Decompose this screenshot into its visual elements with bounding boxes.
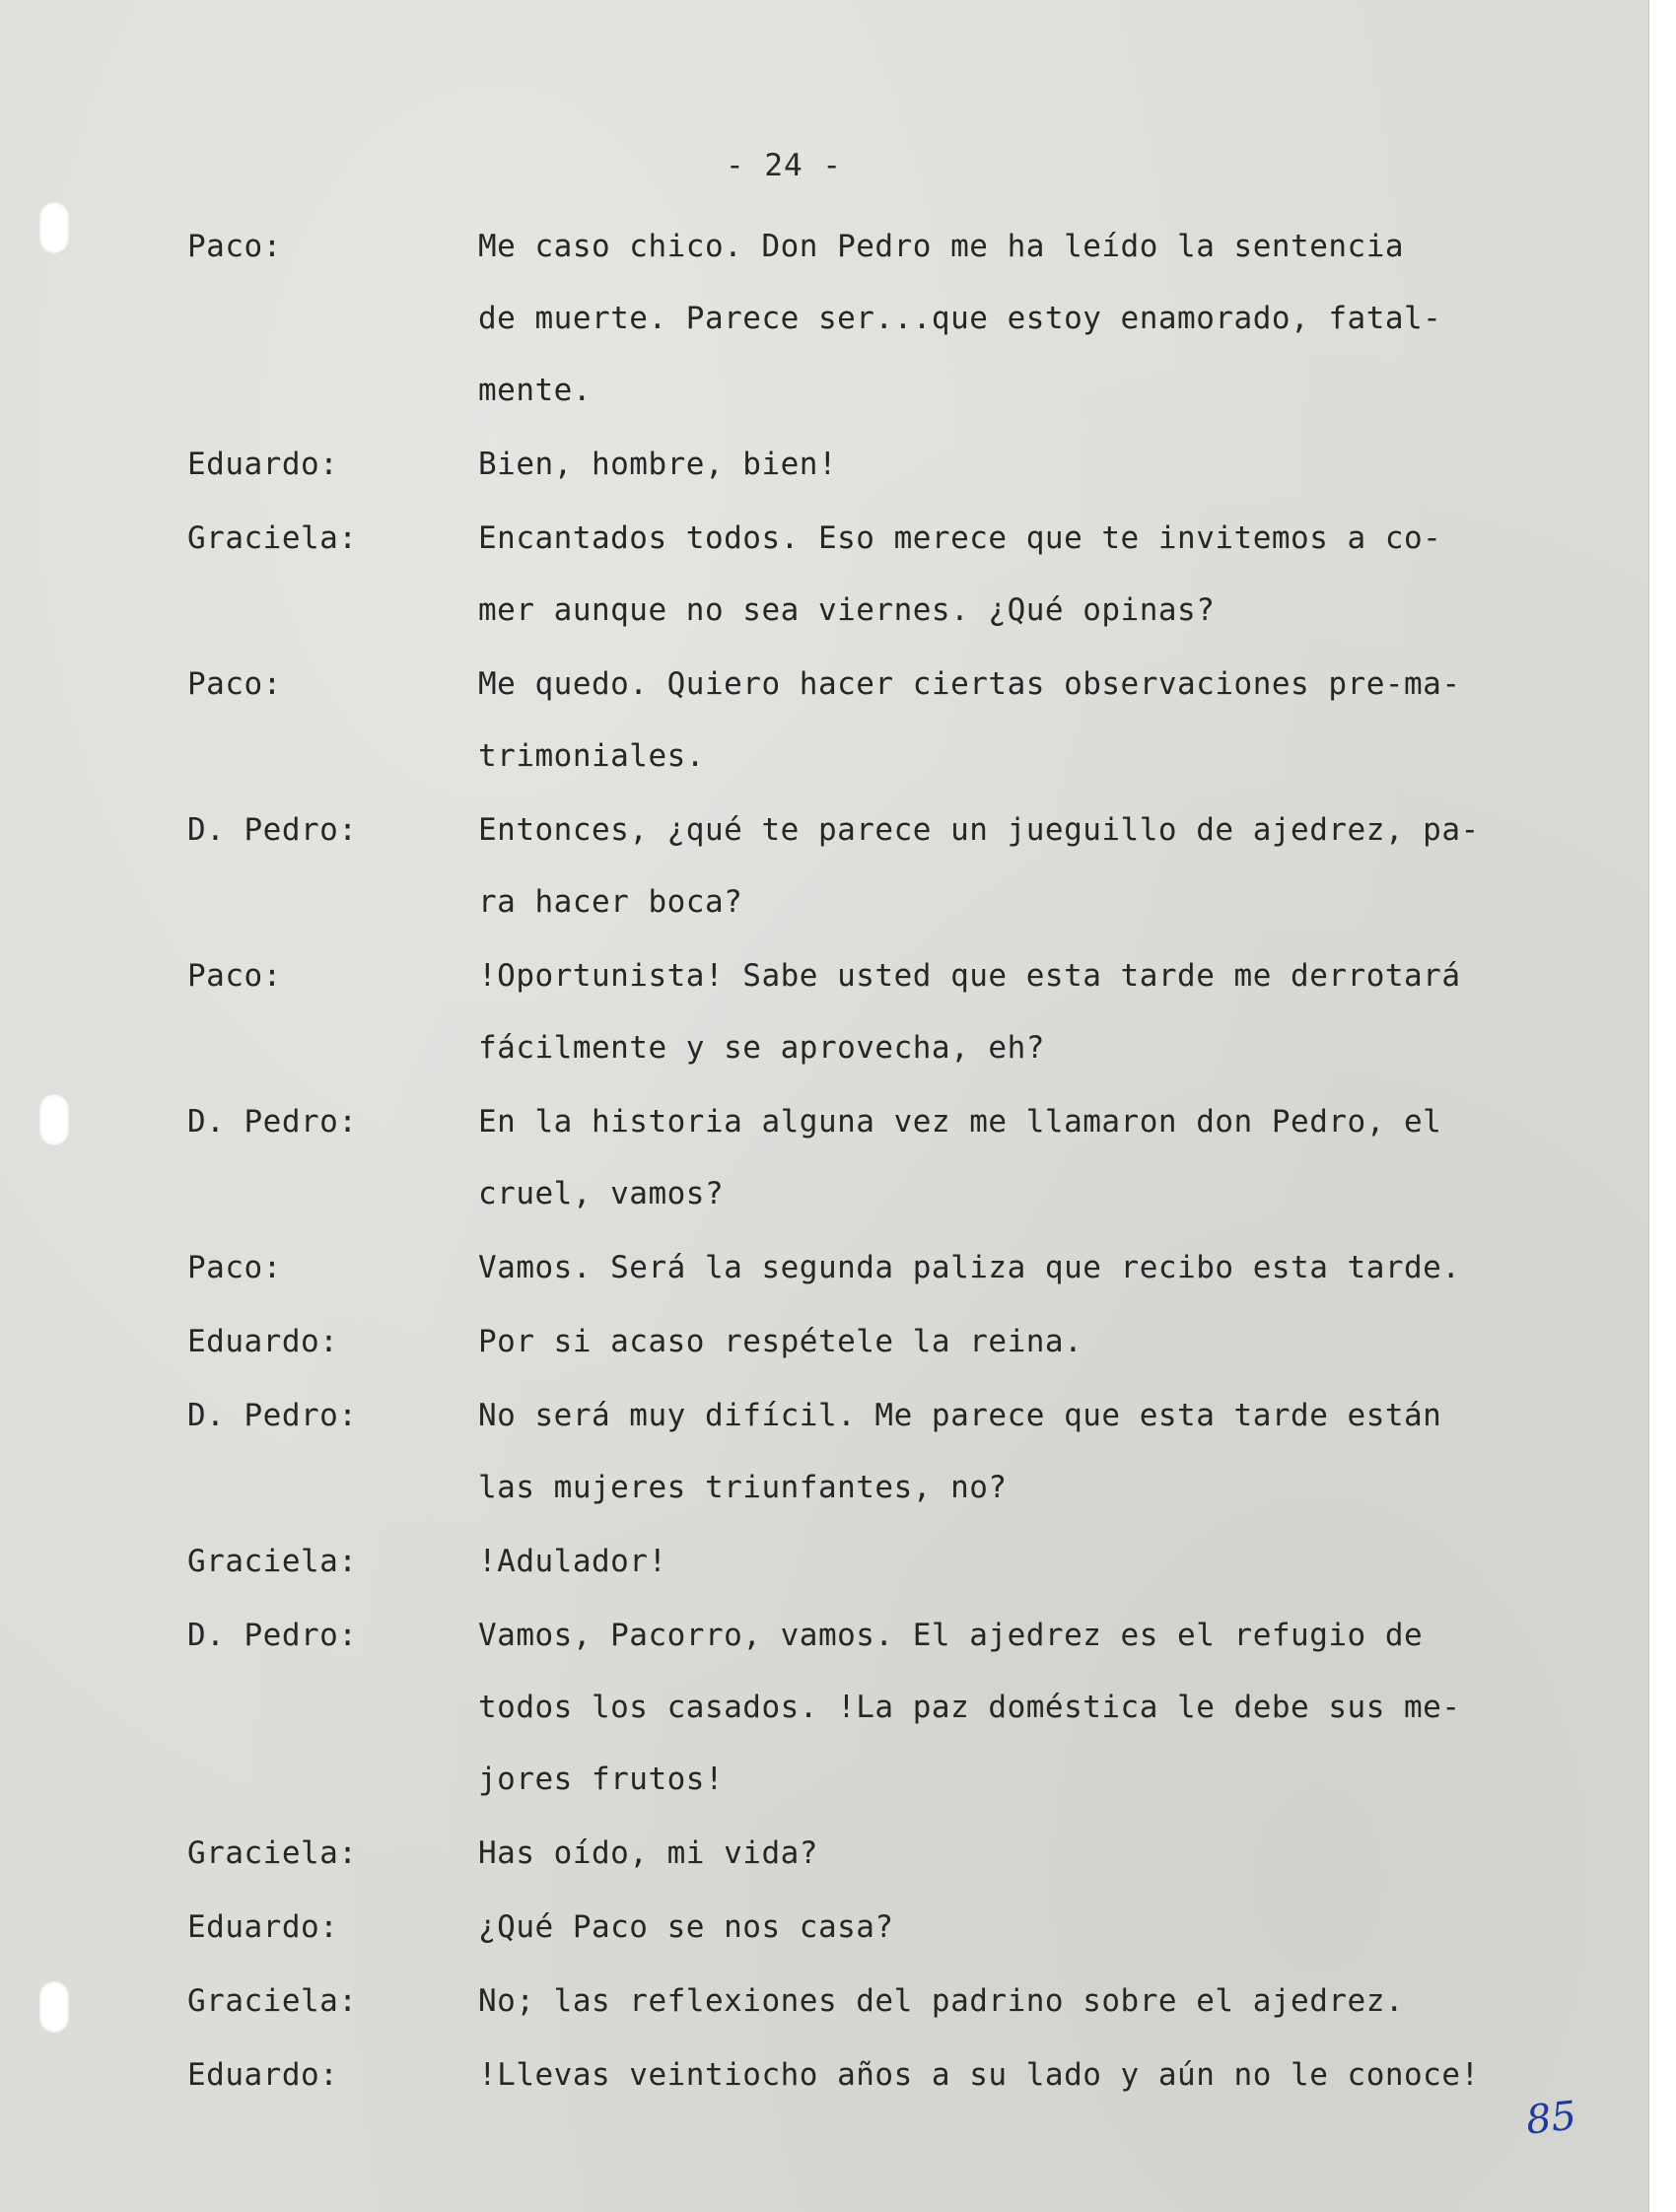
dialogue-entry xyxy=(187,1600,1548,1816)
speech-line: las mujeres triunfantes, no? xyxy=(478,1470,1008,1505)
speech-line: Me quedo. Quiero hacer ciertas observaciones pre-ma- xyxy=(478,666,1461,702)
dialogue-entry xyxy=(187,1232,1548,1304)
binder-hole xyxy=(39,202,69,253)
speech-text xyxy=(478,1600,1548,1816)
dialogue-entry xyxy=(187,940,1548,1084)
dialogue-entry xyxy=(187,1526,1548,1598)
speaker-name: Paco: xyxy=(187,958,282,994)
speech-line: fácilmente y se aprovecha, eh? xyxy=(478,1030,1045,1066)
speech-text xyxy=(478,503,1548,647)
speech-line: Por si acaso respétele la reina. xyxy=(478,1324,1083,1359)
dialogue-entry xyxy=(187,1892,1548,1964)
speech-text xyxy=(478,1086,1548,1230)
speech-line: Entonces, ¿qué te parece un jueguillo de ajedrez, pa- xyxy=(478,812,1480,848)
dialogue-entry xyxy=(187,211,1548,427)
speech-line: de muerte. Parece ser...que estoy enamorado, fatal- xyxy=(478,301,1442,336)
speech-text xyxy=(478,1380,1548,1524)
speech-text xyxy=(478,795,1548,938)
handwritten-folio-number: 85 xyxy=(1523,2093,1579,2144)
dialogue-entry xyxy=(187,429,1548,501)
speech-text xyxy=(478,1818,1548,1890)
dialogue-entry xyxy=(187,649,1548,793)
dialogue-entry xyxy=(187,2039,1548,2111)
speaker-name: D. Pedro: xyxy=(187,1618,358,1653)
speech-line: !Llevas veintiocho años a su lado y aún no le conoce! xyxy=(478,2057,1480,2093)
speech-line: Vamos, Pacorro, vamos. El ajedrez es el refugio de xyxy=(478,1618,1424,1653)
speaker-name: Graciela: xyxy=(187,1544,358,1579)
binder-hole xyxy=(39,1981,69,2033)
speech-line: Bien, hombre, bien! xyxy=(478,447,838,482)
dialogue-entry xyxy=(187,1306,1548,1378)
speaker-name: Eduardo: xyxy=(187,2057,339,2093)
speech-line: ¿Qué Paco se nos casa? xyxy=(478,1909,894,1945)
speaker-name: D. Pedro: xyxy=(187,1398,358,1433)
speech-line: !Oportunista! Sabe usted que esta tarde me derrotará xyxy=(478,958,1461,994)
dialogue-entry xyxy=(187,1380,1548,1524)
speech-line: No; las reflexiones del padrino sobre el ajedrez. xyxy=(478,1983,1405,2019)
speaker-name: Eduardo: xyxy=(187,1324,339,1359)
speaker-name: Graciela: xyxy=(187,520,358,556)
speech-text xyxy=(478,1306,1548,1378)
speech-text xyxy=(478,940,1548,1084)
speech-line: ra hacer boca? xyxy=(478,884,743,920)
speech-text xyxy=(478,211,1548,427)
speech-line: Me caso chico. Don Pedro me ha leído la sentencia xyxy=(478,229,1405,264)
speaker-name: D. Pedro: xyxy=(187,812,358,848)
speech-line: todos los casados. !La paz doméstica le debe sus me- xyxy=(478,1690,1461,1725)
dialogue-entry xyxy=(187,795,1548,938)
speaker-name: Graciela: xyxy=(187,1835,358,1871)
speech-text xyxy=(478,1526,1548,1598)
speech-line: !Adulador! xyxy=(478,1544,667,1579)
speech-line: Encantados todos. Eso merece que te invitemos a co- xyxy=(478,520,1442,556)
speech-text xyxy=(478,2039,1548,2111)
dialogue-entry xyxy=(187,1086,1548,1230)
speech-line: No será muy difícil. Me parece que esta tarde están xyxy=(478,1398,1442,1433)
speech-text xyxy=(478,1892,1548,1964)
speaker-name: Paco: xyxy=(187,666,282,702)
speech-line: Vamos. Será la segunda paliza que recibo esta tarde. xyxy=(478,1250,1461,1285)
speaker-name: Paco: xyxy=(187,1250,282,1285)
speaker-name: Eduardo: xyxy=(187,447,339,482)
binder-hole xyxy=(39,1094,69,1145)
speech-line: trimoniales. xyxy=(478,738,705,774)
speech-text xyxy=(478,649,1548,793)
speaker-name: Eduardo: xyxy=(187,1909,339,1945)
speech-line: Has oído, mi vida? xyxy=(478,1835,818,1871)
dialogue-entry xyxy=(187,1818,1548,1890)
page-number: - 24 - xyxy=(726,148,842,183)
speech-text xyxy=(478,1966,1548,2038)
speech-line: jores frutos! xyxy=(478,1762,725,1797)
speech-line: mente. xyxy=(478,373,592,408)
speech-line: En la historia alguna vez me llamaron don Pedro, el xyxy=(478,1104,1442,1140)
script-dialogue xyxy=(187,211,1548,2113)
speech-line: mer aunque no sea viernes. ¿Qué opinas? xyxy=(478,592,1216,628)
speech-line: cruel, vamos? xyxy=(478,1176,725,1211)
speaker-name: Graciela: xyxy=(187,1983,358,2019)
speaker-name: Paco: xyxy=(187,229,282,264)
dialogue-entry xyxy=(187,1966,1548,2038)
speech-text xyxy=(478,1232,1548,1304)
speech-text xyxy=(478,429,1548,501)
speaker-name: D. Pedro: xyxy=(187,1104,358,1140)
dialogue-entry xyxy=(187,503,1548,647)
